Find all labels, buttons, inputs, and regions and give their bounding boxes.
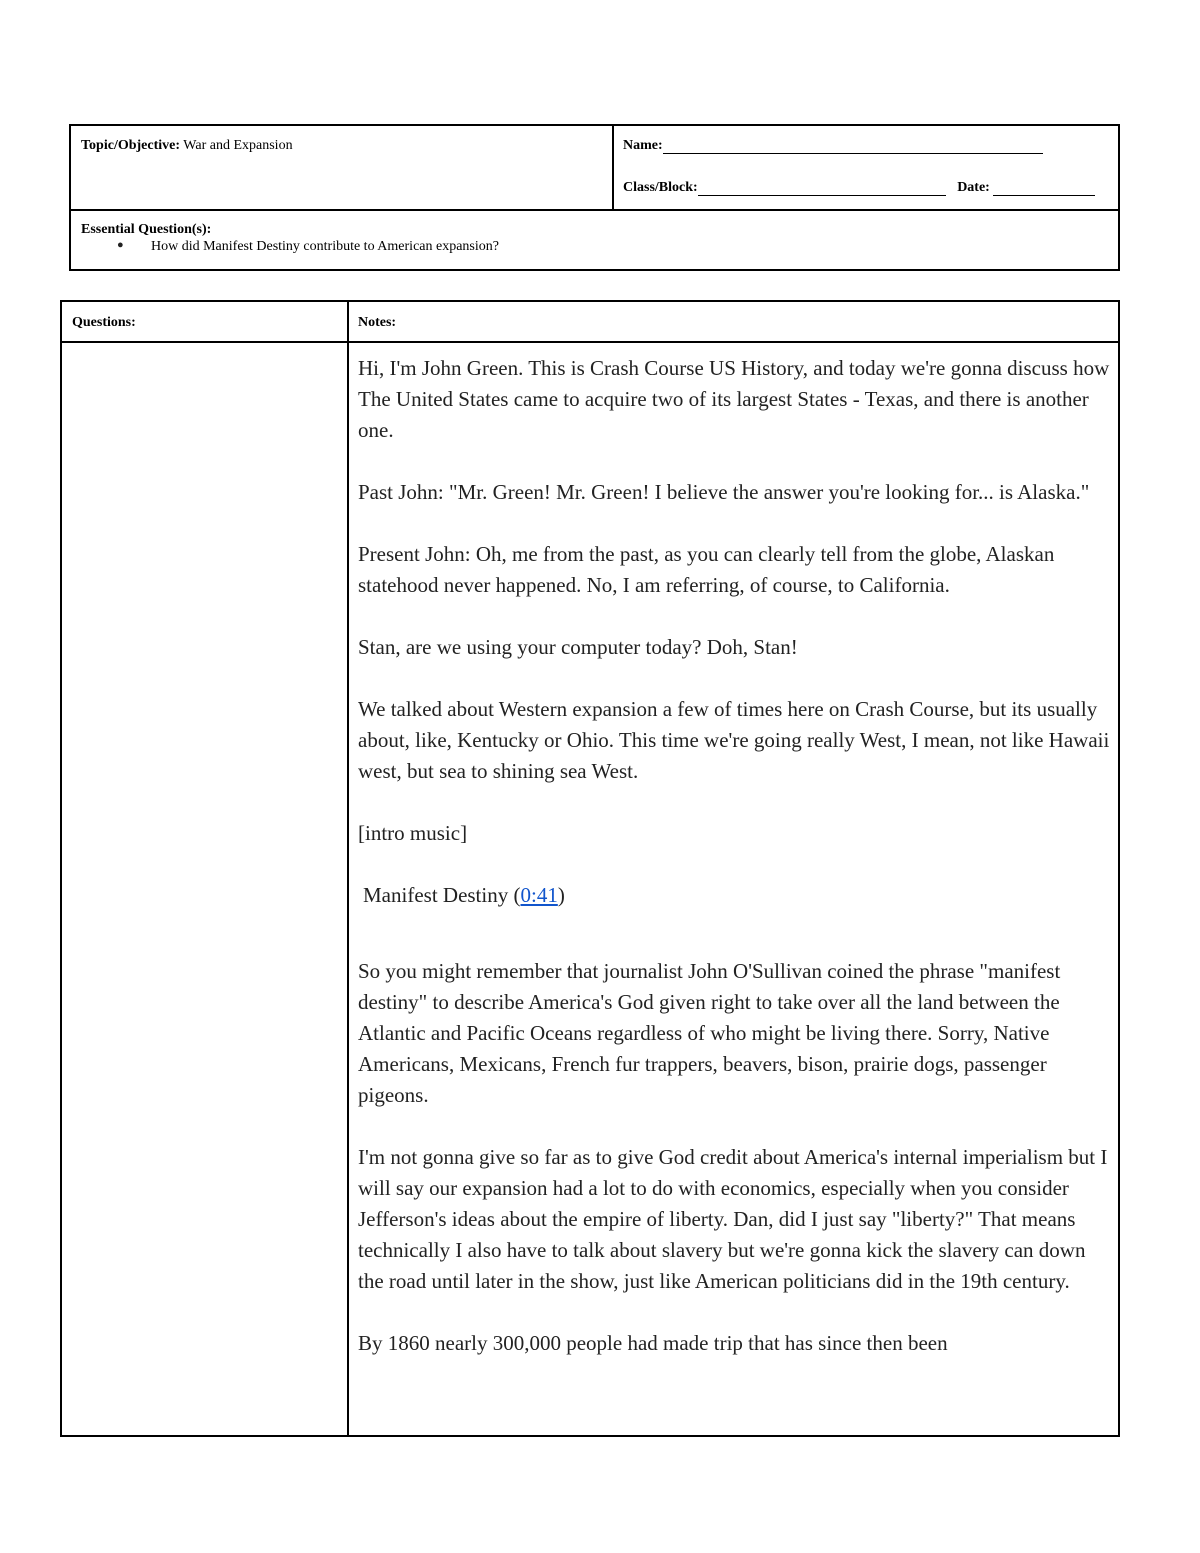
date-label: Date: <box>957 180 990 195</box>
essential-question-item: How did Manifest Destiny contribute to American expansion? <box>151 239 499 254</box>
questions-header <box>72 315 136 331</box>
notes-paragraph: Present John: Oh, me from the past, as you can clearly tell from the globe, Alaskan statehood never happened. No, I am referring, of course, to California. <box>358 542 1055 597</box>
header-box <box>69 124 1120 271</box>
class-label: Class/Block: <box>623 180 698 195</box>
notes-paragraph: By 1860 nearly 300,000 people had made trip that has since then been <box>358 1331 948 1355</box>
essential-question-label <box>81 222 211 238</box>
topic-objective <box>81 138 293 154</box>
header-divider-vertical <box>612 126 614 210</box>
name-blank[interactable] <box>663 139 1043 154</box>
notes-divider-vertical <box>347 302 349 1435</box>
class-date-row <box>623 180 1095 196</box>
notes-divider-horizontal <box>62 341 1118 343</box>
class-blank[interactable] <box>698 181 946 196</box>
name-field[interactable] <box>623 138 1043 154</box>
eq-label-text: Essential Question(s): <box>81 222 212 237</box>
section-close: ) <box>557 883 565 907</box>
timestamp-link[interactable]: 0:41 <box>520 883 558 907</box>
bullet-icon: ● <box>117 239 124 251</box>
notes-paragraph: So you might remember that journalist John O'Sullivan coined the phrase "manifest destiny" to describe America's God given right to take over all the land between the Atlantic and Pacific Oceans regardless of who might be living there. Sorry, Native Americans, Mexicans, French fur trappers, beavers, bison, prairie dogs, passenger pigeons. <box>358 959 1061 1107</box>
notes-paragraph: Stan, are we using your computer today? Doh, Stan! <box>358 635 798 659</box>
name-label: Name: <box>623 138 663 153</box>
notes-paragraph: I'm not gonna give so far as to give God credit about America's internal imperialism but I will say our expansion had a lot to do with economics, especially when you consider Jefferson's ideas about the empire of liberty. Dan, did I just say "liberty?" That means technically I also have to talk about slavery but we're gonna kick the slavery can down the road until later in the show, just like American politicians did in the 19th century. <box>358 1145 1108 1293</box>
cornell-notes-table <box>60 300 1120 1437</box>
notes-paragraph: We talked about Western expansion a few of times here on Crash Course, but its usually about, like, Kentucky or Ohio. This time we're going really West, I mean, not like Hawaii west, but sea to shining sea West. <box>358 697 1110 783</box>
notes-header-text: Notes: <box>358 315 397 330</box>
header-divider-horizontal <box>71 209 1118 211</box>
topic-label: Topic/Objective: <box>81 138 181 153</box>
section-heading <box>358 880 1114 911</box>
topic-value: War and Expansion <box>183 138 293 153</box>
notes-body <box>358 353 1114 1390</box>
notes-paragraph: Past John: "Mr. Green! Mr. Green! I believe the answer you're looking for... is Alaska." <box>358 480 1090 504</box>
notes-paragraph: [intro music] <box>358 821 468 845</box>
date-blank[interactable] <box>993 181 1095 196</box>
questions-header-text: Questions: <box>72 315 136 330</box>
section-title: Manifest Destiny ( <box>363 883 521 907</box>
notes-paragraph: Hi, I'm John Green. This is Crash Course US History, and today we're gonna discuss how The United States came to acquire two of its largest States - Texas, and there is another one. <box>358 356 1110 442</box>
notes-header <box>358 315 396 331</box>
